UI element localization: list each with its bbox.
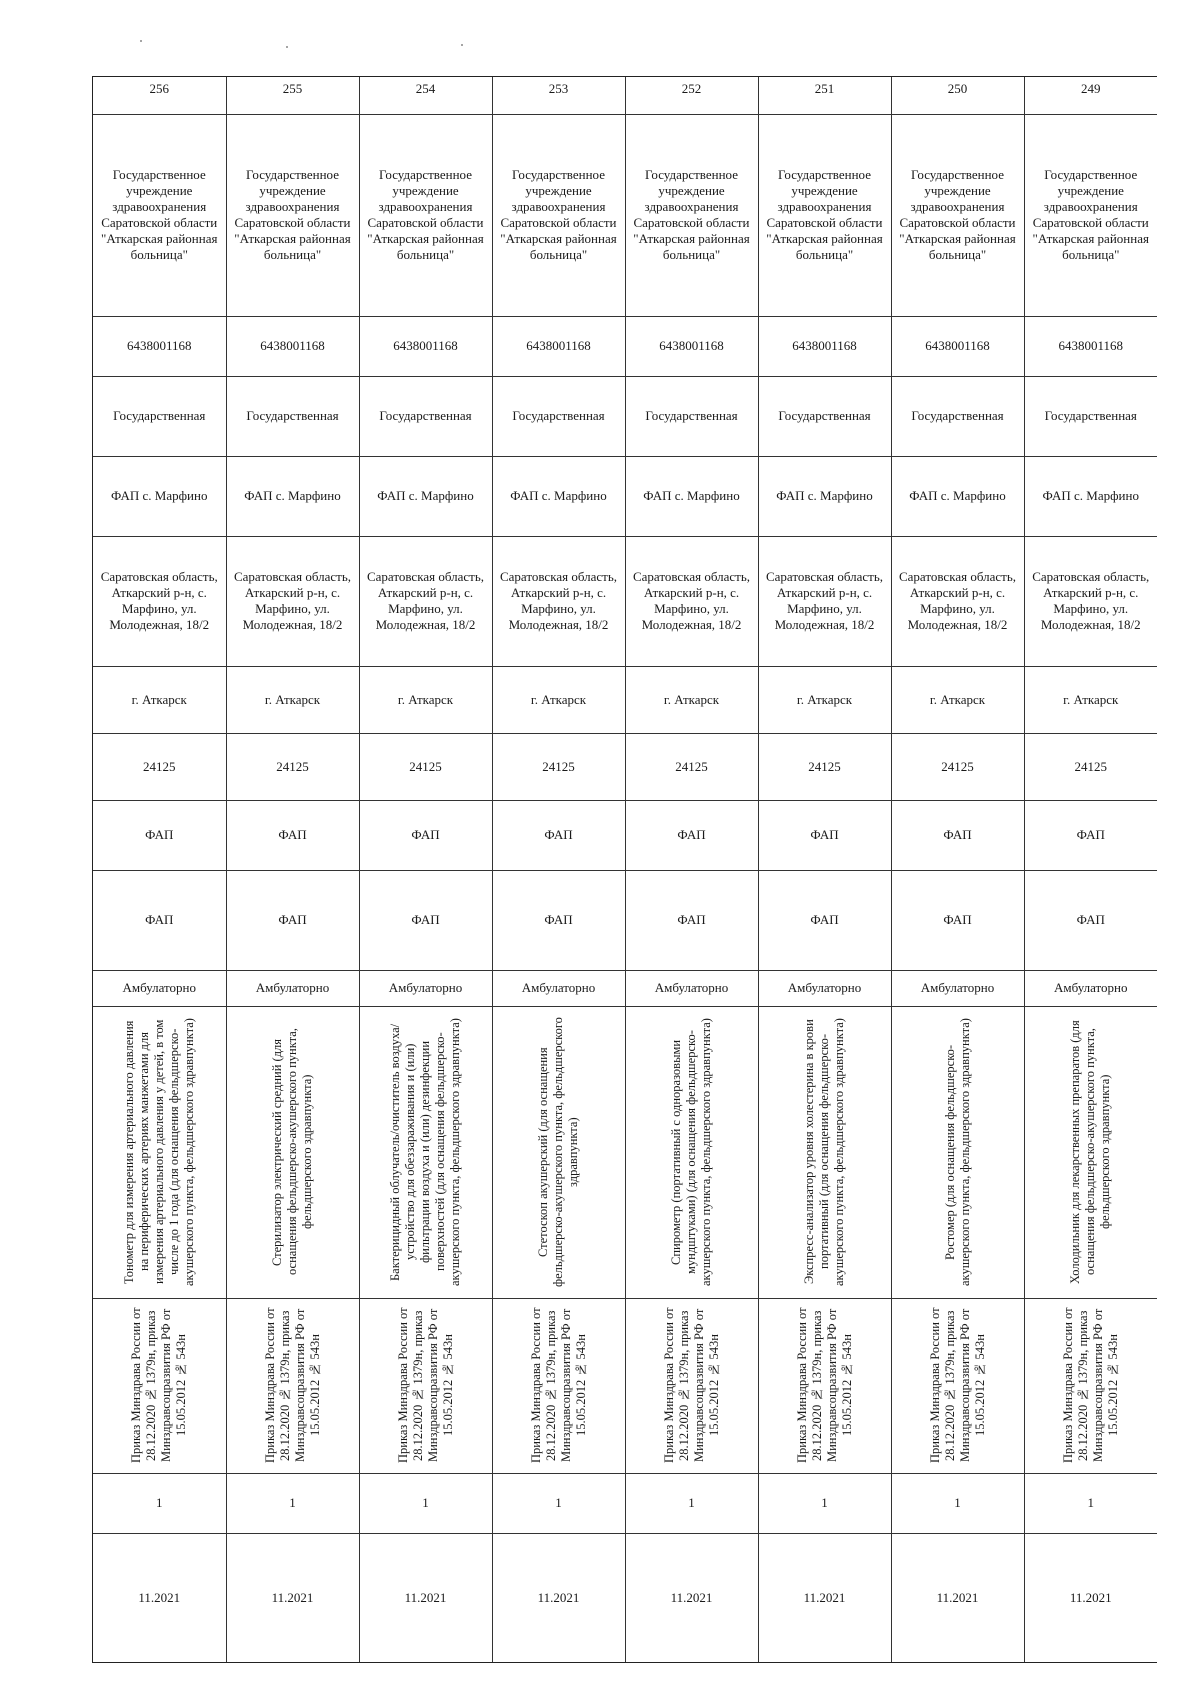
table-cell-city [758, 666, 891, 733]
table-cell-address [226, 536, 359, 666]
table-cell-city [1024, 666, 1157, 733]
table-cell-type1 [891, 800, 1024, 870]
cell-text-type1: ФАП [544, 827, 573, 842]
table-cell-type2 [891, 870, 1024, 970]
cell-text-inn: 6438001168 [393, 338, 458, 353]
table-cell-org [1024, 114, 1157, 316]
table-cell-qty [625, 1473, 758, 1533]
cell-text-facility: ФАП с. Марфино [510, 488, 607, 503]
table-cell-type1 [359, 800, 492, 870]
table-cell-qty [226, 1473, 359, 1533]
table-cell-type1 [758, 800, 891, 870]
table-cell-number [359, 77, 492, 114]
table-cell-qty [891, 1473, 1024, 1533]
cell-text-care: Амбулаторно [1053, 980, 1128, 995]
cell-text-address: Саратовская область, Аткарский р-н, с. Марфино, ул. Молодежная, 18/2 [233, 569, 351, 632]
table-cell-care [1024, 970, 1157, 1006]
table-cell-basis [758, 1298, 891, 1473]
table-cell-city [226, 666, 359, 733]
cell-text-number: 251 [814, 81, 835, 96]
table-cell-org [758, 114, 891, 316]
table-cell-care [625, 970, 758, 1006]
cell-text-ownership: Государственная [512, 408, 605, 423]
cell-text-city: г. Аткарск [131, 691, 187, 707]
cell-text-inn: 6438001168 [925, 338, 990, 353]
table-cell-city [359, 666, 492, 733]
table-cell-inn [625, 316, 758, 376]
row-ownership [93, 376, 1157, 456]
table-cell-equipment [1024, 1006, 1157, 1298]
cell-text-city: г. Аткарск [264, 691, 321, 707]
cell-text-org: Государственное учреждение здравоохранения Саратовской области "Аткарская районная больница" [633, 167, 750, 262]
cell-text-facility: ФАП с. Марфино [111, 488, 208, 503]
cell-text-number: 254 [415, 81, 436, 96]
cell-text-date: 11.2021 [138, 1589, 181, 1605]
cell-text-qty: 1 [688, 1495, 695, 1510]
table-cell-equipment [226, 1006, 359, 1298]
cell-text-address: Саратовская область, Аткарский р-н, с. Марфино, ул. Молодежная, 18/2 [632, 569, 750, 632]
table-cell-qty [1024, 1473, 1157, 1533]
cell-text-qty: 1 [289, 1495, 296, 1510]
cell-text-equipment: Стерилизатор электрический средний (для оснащения фельдшерско-акушерского пункта, фельдшерского здравпункта) [270, 1028, 314, 1276]
table-cell-number [625, 77, 758, 114]
table-cell-type2 [625, 870, 758, 970]
table-cell-type2 [758, 870, 891, 970]
table-cell-type1 [1024, 800, 1157, 870]
row-care-form [93, 970, 1157, 1006]
table-cell-inn [758, 316, 891, 376]
cell-text-type1: ФАП [810, 827, 839, 842]
cell-text-code: 24125 [808, 758, 841, 774]
row-inn [93, 316, 1157, 376]
cell-text-equipment: Холодильник для лекарственных препаратов (для оснащения фельдшерско-акушерского пункта, фельдшерского здравпункта) [1068, 1020, 1113, 1284]
cell-text-type2: ФАП [1076, 912, 1105, 927]
table-cell-ownership [93, 376, 226, 456]
cell-text-ownership: Государственная [379, 408, 472, 423]
cell-text-number: 253 [548, 81, 569, 96]
cell-text-qty: 1 [821, 1495, 828, 1510]
cell-text-facility: ФАП с. Марфино [1042, 488, 1139, 503]
cell-text-org: Государственное учреждение здравоохранения Саратовской области "Аткарская районная больница" [899, 167, 1016, 262]
table-cell-type2 [93, 870, 226, 970]
table-cell-date [625, 1533, 758, 1662]
table-cell-date [1024, 1533, 1157, 1662]
cell-text-date: 11.2021 [936, 1589, 979, 1605]
row-address [93, 536, 1157, 666]
cell-text-number: 250 [947, 81, 968, 96]
cell-text-ownership: Государственная [246, 408, 339, 423]
cell-text-org: Государственное учреждение здравоохранения Саратовской области "Аткарская районная больница" [500, 167, 617, 262]
cell-text-date: 11.2021 [537, 1589, 580, 1605]
cell-text-number: 255 [282, 81, 303, 96]
cell-text-date: 11.2021 [271, 1589, 314, 1605]
table-cell-city [93, 666, 226, 733]
row-organization [93, 114, 1157, 316]
table-cell-ownership [492, 376, 625, 456]
table-cell-basis [93, 1298, 226, 1473]
cell-text-code: 24125 [1074, 758, 1107, 774]
table-cell-type1 [226, 800, 359, 870]
table-cell-org [492, 114, 625, 316]
table-cell-equipment [758, 1006, 891, 1298]
table-cell-code [93, 733, 226, 800]
table-cell-type2 [226, 870, 359, 970]
cell-text-inn: 6438001168 [526, 338, 591, 353]
table-cell-city [492, 666, 625, 733]
table-cell-number [492, 77, 625, 114]
scan-speck [461, 44, 463, 46]
table-cell-ownership [758, 376, 891, 456]
table-cell-ownership [625, 376, 758, 456]
cell-text-basis: Приказ Минздрава России от 28.12.2020 № 1379н, приказ Минздравсоцразвития РФ от 15.05.2012 № 543н [661, 1307, 721, 1464]
table-cell-facility [891, 456, 1024, 536]
table-cell-org [226, 114, 359, 316]
cell-text-type2: ФАП [810, 912, 839, 927]
cell-text-city: г. Аткарск [796, 691, 853, 707]
cell-text-qty: 1 [156, 1495, 163, 1510]
table-cell-date [492, 1533, 625, 1662]
table-cell-number [93, 77, 226, 114]
table-cell-ownership [359, 376, 492, 456]
cell-text-type1: ФАП [278, 827, 307, 842]
table-cell-basis [625, 1298, 758, 1473]
table-cell-address [492, 536, 625, 666]
cell-text-basis: Приказ Минздрава России от 28.12.2020 № 1379н, приказ Минздравсоцразвития РФ от 15.05.2012 № 543н [927, 1307, 987, 1464]
table-cell-facility [492, 456, 625, 536]
table-cell-date [226, 1533, 359, 1662]
table-cell-date [891, 1533, 1024, 1662]
table-cell-care [93, 970, 226, 1006]
table-cell-code [359, 733, 492, 800]
table-cell-facility [359, 456, 492, 536]
table-cell-facility [93, 456, 226, 536]
cell-text-ownership: Государственная [911, 408, 1004, 423]
table-cell-equipment [625, 1006, 758, 1298]
cell-text-basis: Приказ Минздрава России от 28.12.2020 № 1379н, приказ Минздравсоцразвития РФ от 15.05.2012 № 543н [129, 1307, 189, 1464]
cell-text-type1: ФАП [1076, 827, 1105, 842]
table-cell-org [625, 114, 758, 316]
table-cell-type1 [93, 800, 226, 870]
cell-text-date: 11.2021 [803, 1589, 846, 1605]
table-cell-ownership [891, 376, 1024, 456]
cell-text-inn: 6438001168 [126, 338, 192, 353]
cell-text-code: 24125 [276, 758, 309, 774]
table-cell-type2 [492, 870, 625, 970]
table-cell-code [625, 733, 758, 800]
cell-text-basis: Приказ Минздрава России от 28.12.2020 № 1379н, приказ Минздравсоцразвития РФ от 15.05.2012 № 543н [1060, 1307, 1120, 1464]
table-cell-type1 [625, 800, 758, 870]
cell-text-date: 11.2021 [404, 1589, 447, 1605]
table-cell-date [359, 1533, 492, 1662]
table-cell-care [359, 970, 492, 1006]
table-cell-number [1024, 77, 1157, 114]
cell-text-number: 256 [149, 81, 169, 96]
table-cell-basis [891, 1298, 1024, 1473]
table-cell-care [891, 970, 1024, 1006]
row-code [93, 733, 1157, 800]
cell-text-address: Саратовская область, Аткарский р-н, с. Марфино, ул. Молодежная, 18/2 [499, 569, 617, 632]
cell-text-qty: 1 [1087, 1495, 1094, 1510]
cell-text-date: 11.2021 [670, 1589, 713, 1605]
cell-text-type1: ФАП [943, 827, 972, 842]
table-cell-ownership [226, 376, 359, 456]
cell-text-type2: ФАП [677, 912, 706, 927]
cell-text-facility: ФАП с. Марфино [909, 488, 1006, 503]
table-cell-equipment [492, 1006, 625, 1298]
cell-text-type2: ФАП [544, 912, 573, 927]
table-cell-qty [93, 1473, 226, 1533]
row-facility [93, 456, 1157, 536]
scan-speck [286, 46, 288, 48]
cell-text-code: 24125 [409, 758, 442, 774]
table-cell-org [359, 114, 492, 316]
row-equipment [93, 1006, 1157, 1298]
cell-text-type2: ФАП [145, 912, 174, 927]
cell-text-equipment: Стетоскоп акушерский (для оснащения фельдшерско-акушерского пункта, фельдшерского здравпункта) [536, 1017, 580, 1287]
table-cell-address [891, 536, 1024, 666]
cell-text-org: Государственное учреждение здравоохранения Саратовской области "Аткарская районная больница" [1032, 167, 1149, 262]
table-cell-basis [1024, 1298, 1157, 1473]
table-cell-address [93, 536, 226, 666]
table-cell-address [625, 536, 758, 666]
row-city [93, 666, 1157, 733]
cell-text-care: Амбулаторно [654, 980, 729, 995]
cell-text-care: Амбулаторно [521, 980, 596, 995]
scan-speck [140, 40, 142, 42]
cell-text-basis: Приказ Минздрава России от 28.12.2020 № 1379н, приказ Минздравсоцразвития РФ от 15.05.2012 № 543н [528, 1307, 588, 1464]
table-cell-number [226, 77, 359, 114]
cell-text-basis: Приказ Минздрава России от 28.12.2020 № 1379н, приказ Минздравсоцразвития РФ от 15.05.2012 № 543н [262, 1307, 322, 1464]
cell-text-address: Саратовская область, Аткарский р-н, с. Марфино, ул. Молодежная, 18/2 [100, 569, 218, 632]
cell-text-facility: ФАП с. Марфино [377, 488, 474, 503]
cell-text-code: 24125 [542, 758, 575, 774]
cell-text-equipment: Спирометр (портативный с одноразовыми мундштуками) (для оснащения фельдшерско-акушерского пункта, фельдшерского здравпункта) [669, 1018, 713, 1286]
cell-text-qty: 1 [954, 1495, 961, 1510]
table-cell-address [758, 536, 891, 666]
cell-text-equipment: Тонометр для измерения артериального давления на периферических артериях манжетами для измерения артериального давления у детей, в том числе до 1 года (для оснащения фельдшерско-акушерского пункта, фельдшерского здравпункта) [121, 1018, 196, 1286]
cell-text-equipment: Бактерицидный облучатель/очиститель воздуха/устройство для обеззараживания и (или) фильтрации воздуха и (или) дезинфекции поверхностей (для оснащения фельдшерско-акушерского пункта, фельдшерского здравпункта) [388, 1018, 462, 1286]
cell-text-type1: ФАП [677, 827, 706, 842]
table-cell-number [758, 77, 891, 114]
table-cell-care [226, 970, 359, 1006]
cell-text-facility: ФАП с. Марфино [244, 488, 341, 503]
cell-text-number: 249 [1081, 81, 1101, 96]
table-cell-facility [1024, 456, 1157, 536]
row-type-1 [93, 800, 1157, 870]
cell-text-care: Амбулаторно [920, 980, 995, 995]
table-cell-org [93, 114, 226, 316]
table-cell-code [1024, 733, 1157, 800]
cell-text-inn: 6438001168 [659, 338, 724, 353]
cell-text-equipment: Экспресс-анализатор уровня холестерина в крови портативный (для оснащения фельдшерско-акушерского пункта, фельдшерского здравпункта) [802, 1018, 846, 1286]
table-cell-type1 [492, 800, 625, 870]
table-cell-care [492, 970, 625, 1006]
cell-text-code: 24125 [941, 758, 974, 774]
table-cell-address [1024, 536, 1157, 666]
row-date [93, 1533, 1157, 1662]
table-cell-city [891, 666, 1024, 733]
table-cell-facility [625, 456, 758, 536]
cell-text-city: г. Аткарск [397, 691, 454, 707]
table-cell-date [93, 1533, 226, 1662]
cell-text-qty: 1 [555, 1495, 562, 1510]
cell-text-ownership: Государственная [113, 408, 206, 423]
cell-text-type1: ФАП [411, 827, 440, 842]
cell-text-city: г. Аткарск [663, 691, 720, 707]
table-cell-inn [359, 316, 492, 376]
cell-text-city: г. Аткарск [1063, 691, 1119, 707]
table-cell-basis [359, 1298, 492, 1473]
cell-text-type2: ФАП [411, 912, 440, 927]
table-cell-code [891, 733, 1024, 800]
cell-text-date: 11.2021 [1069, 1589, 1112, 1605]
table-cell-inn [93, 316, 226, 376]
cell-text-facility: ФАП с. Марфино [643, 488, 740, 503]
table-cell-inn [1024, 316, 1157, 376]
register-table-page [92, 76, 1157, 1663]
table-cell-facility [226, 456, 359, 536]
table-cell-type2 [359, 870, 492, 970]
cell-text-basis: Приказ Минздрава России от 28.12.2020 № 1379н, приказ Минздравсоцразвития РФ от 15.05.2012 № 543н [395, 1307, 455, 1464]
table-cell-qty [492, 1473, 625, 1533]
cell-text-org: Государственное учреждение здравоохранения Саратовской области "Аткарская районная больница" [367, 167, 484, 262]
table-cell-org [891, 114, 1024, 316]
table-cell-basis [492, 1298, 625, 1473]
cell-text-equipment: Ростомер (для оснащения фельдшерско-акушерского пункта, фельдшерского здравпункта) [942, 1018, 972, 1286]
cell-text-inn: 6438001168 [260, 338, 325, 353]
table-cell-care [758, 970, 891, 1006]
cell-text-facility: ФАП с. Марфино [776, 488, 873, 503]
table-cell-facility [758, 456, 891, 536]
cell-text-care: Амбулаторно [255, 980, 330, 995]
table-cell-city [625, 666, 758, 733]
table-cell-equipment [93, 1006, 226, 1298]
table-cell-date [758, 1533, 891, 1662]
cell-text-org: Государственное учреждение здравоохранения Саратовской области "Аткарская районная больница" [234, 167, 351, 262]
cell-text-ownership: Государственная [1044, 408, 1137, 423]
table-cell-code [492, 733, 625, 800]
cell-text-city: г. Аткарск [530, 691, 587, 707]
table-cell-number [891, 77, 1024, 114]
table-cell-inn [492, 316, 625, 376]
table-cell-basis [226, 1298, 359, 1473]
cell-text-type2: ФАП [943, 912, 972, 927]
cell-text-address: Саратовская область, Аткарский р-н, с. Марфино, ул. Молодежная, 18/2 [898, 569, 1016, 632]
cell-text-inn: 6438001168 [1058, 338, 1124, 353]
cell-text-care: Амбулаторно [388, 980, 463, 995]
row-number [93, 77, 1157, 114]
row-legal-basis [93, 1298, 1157, 1473]
table-cell-inn [226, 316, 359, 376]
table-cell-equipment [359, 1006, 492, 1298]
table-cell-code [758, 733, 891, 800]
cell-text-address: Саратовская область, Аткарский р-н, с. Марфино, ул. Молодежная, 18/2 [765, 569, 883, 632]
cell-text-care: Амбулаторно [787, 980, 862, 995]
cell-text-ownership: Государственная [778, 408, 871, 423]
equipment-register-table [93, 77, 1157, 1662]
cell-text-qty: 1 [422, 1495, 429, 1510]
row-type-2 [93, 870, 1157, 970]
table-cell-address [359, 536, 492, 666]
table-cell-qty [359, 1473, 492, 1533]
cell-text-care: Амбулаторно [122, 980, 197, 995]
cell-text-type2: ФАП [278, 912, 307, 927]
cell-text-code: 24125 [143, 758, 176, 774]
table-cell-type2 [1024, 870, 1157, 970]
cell-text-ownership: Государственная [645, 408, 738, 423]
cell-text-address: Саратовская область, Аткарский р-н, с. Марфино, ул. Молодежная, 18/2 [1032, 569, 1150, 632]
cell-text-number: 252 [681, 81, 702, 96]
table-cell-qty [758, 1473, 891, 1533]
table-cell-inn [891, 316, 1024, 376]
cell-text-code: 24125 [675, 758, 708, 774]
row-quantity [93, 1473, 1157, 1533]
cell-text-org: Государственное учреждение здравоохранения Саратовской области "Аткарская районная больница" [101, 167, 218, 262]
cell-text-org: Государственное учреждение здравоохранения Саратовской области "Аткарская районная больница" [766, 167, 883, 262]
table-cell-code [226, 733, 359, 800]
cell-text-address: Саратовская область, Аткарский р-н, с. Марфино, ул. Молодежная, 18/2 [366, 569, 484, 632]
table-cell-equipment [891, 1006, 1024, 1298]
cell-text-basis: Приказ Минздрава России от 28.12.2020 № 1379н, приказ Минздравсоцразвития РФ от 15.05.2012 № 543н [794, 1307, 854, 1464]
cell-text-type1: ФАП [145, 827, 174, 842]
table-cell-ownership [1024, 376, 1157, 456]
cell-text-city: г. Аткарск [929, 691, 986, 707]
cell-text-inn: 6438001168 [792, 338, 857, 353]
